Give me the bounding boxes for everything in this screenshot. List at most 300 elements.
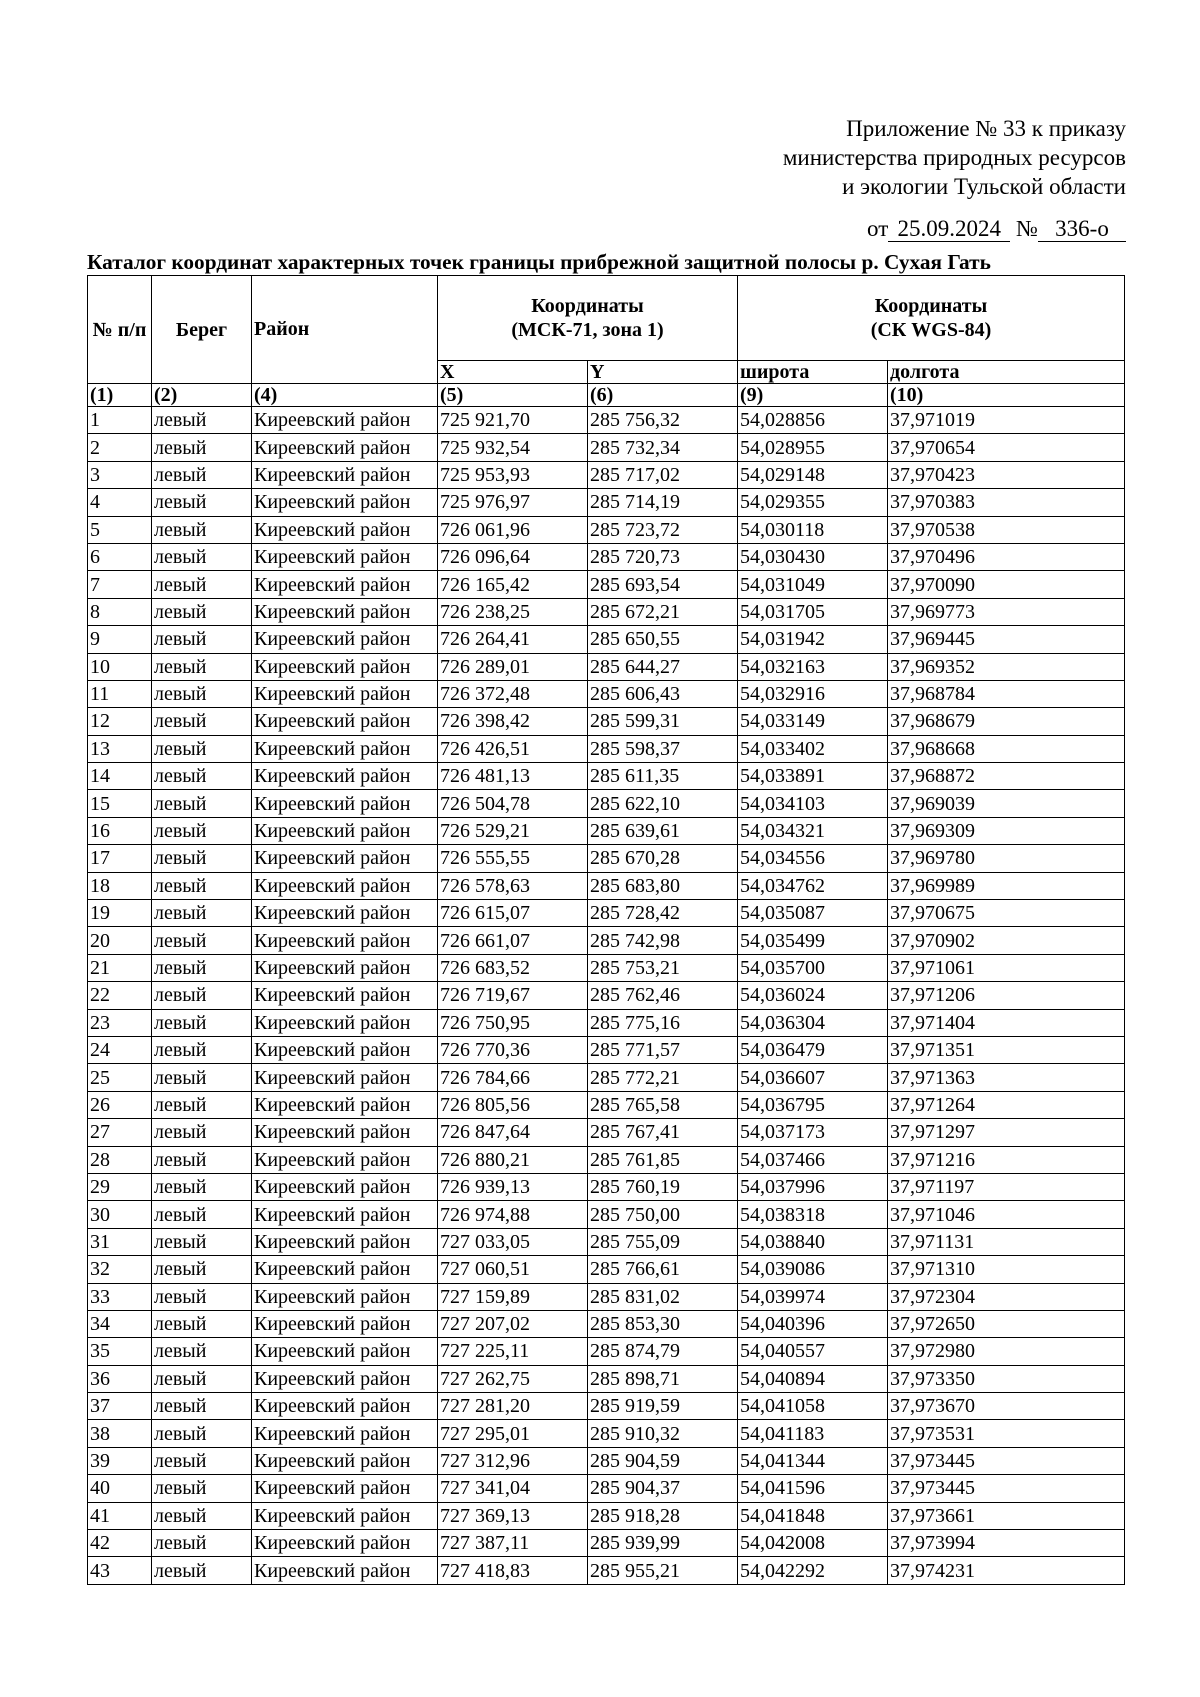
cell-x: 726 615,07 xyxy=(438,900,588,927)
cell-lat: 54,039086 xyxy=(738,1256,888,1283)
cell-x: 726 481,13 xyxy=(438,763,588,790)
cell-num: 20 xyxy=(88,927,152,954)
cell-lat: 54,031049 xyxy=(738,571,888,598)
cell-bank: левый xyxy=(152,1475,252,1502)
cell-lat: 54,029355 xyxy=(738,489,888,516)
cell-y: 285 723,72 xyxy=(588,516,738,543)
cell-bank: левый xyxy=(152,763,252,790)
cell-bank: левый xyxy=(152,1557,252,1584)
cell-lon: 37,968872 xyxy=(888,763,1125,790)
cell-lat: 54,035087 xyxy=(738,900,888,927)
cell-num: 1 xyxy=(88,407,152,434)
cell-y: 285 742,98 xyxy=(588,927,738,954)
cell-lat: 54,041596 xyxy=(738,1475,888,1502)
cell-lat: 54,040557 xyxy=(738,1338,888,1365)
cell-y: 285 644,27 xyxy=(588,653,738,680)
header-msk-group: Координаты (МСК-71, зона 1) xyxy=(438,276,738,361)
cell-lat: 54,036607 xyxy=(738,1064,888,1091)
cell-y: 285 728,42 xyxy=(588,900,738,927)
cell-y: 285 683,80 xyxy=(588,872,738,899)
cell-x: 727 418,83 xyxy=(438,1557,588,1584)
cell-lat: 54,036304 xyxy=(738,1009,888,1036)
cell-x: 726 847,64 xyxy=(438,1119,588,1146)
cell-district: Киреевский район xyxy=(252,872,438,899)
table-row xyxy=(88,1036,1125,1063)
cell-lat: 54,034762 xyxy=(738,872,888,899)
cell-y: 285 853,30 xyxy=(588,1310,738,1337)
cell-num: 27 xyxy=(88,1119,152,1146)
cell-lat: 54,034321 xyxy=(738,817,888,844)
table-row xyxy=(88,763,1125,790)
cell-bank: левый xyxy=(152,735,252,762)
cell-x: 727 387,11 xyxy=(438,1530,588,1557)
cell-district: Киреевский район xyxy=(252,1119,438,1146)
cell-y: 285 898,71 xyxy=(588,1365,738,1392)
cell-lon: 37,971206 xyxy=(888,982,1125,1009)
cell-lat: 54,040396 xyxy=(738,1310,888,1337)
cell-lat: 54,028856 xyxy=(738,407,888,434)
cell-x: 726 372,48 xyxy=(438,680,588,707)
table-row xyxy=(88,1447,1125,1474)
cell-lat: 54,032916 xyxy=(738,680,888,707)
cell-y: 285 611,35 xyxy=(588,763,738,790)
cell-lon: 37,969445 xyxy=(888,626,1125,653)
cell-bank: левый xyxy=(152,598,252,625)
table-row xyxy=(88,680,1125,707)
cell-lat: 54,041183 xyxy=(738,1420,888,1447)
table-row xyxy=(88,735,1125,762)
cell-lon: 37,971363 xyxy=(888,1064,1125,1091)
cell-district: Киреевский район xyxy=(252,1146,438,1173)
cell-lon: 37,970675 xyxy=(888,900,1125,927)
cell-lon: 37,974231 xyxy=(888,1557,1125,1584)
table-row xyxy=(88,434,1125,461)
cell-district: Киреевский район xyxy=(252,1475,438,1502)
cell-x: 726 238,25 xyxy=(438,598,588,625)
cell-bank: левый xyxy=(152,407,252,434)
header-lat: широта xyxy=(738,361,888,384)
column-numbers-row xyxy=(88,384,1125,407)
cell-lat: 54,033402 xyxy=(738,735,888,762)
cell-bank: левый xyxy=(152,571,252,598)
cell-lat: 54,029148 xyxy=(738,461,888,488)
cell-x: 726 165,42 xyxy=(438,571,588,598)
header-lon: долгота xyxy=(888,361,1125,384)
cell-lat: 54,041848 xyxy=(738,1502,888,1529)
cell-district: Киреевский район xyxy=(252,598,438,625)
table-row xyxy=(88,1338,1125,1365)
cell-lon: 37,973350 xyxy=(888,1365,1125,1392)
cell-num: 8 xyxy=(88,598,152,625)
table-row xyxy=(88,1256,1125,1283)
cell-y: 285 919,59 xyxy=(588,1393,738,1420)
header-district: Район xyxy=(252,276,438,384)
cell-y: 285 598,37 xyxy=(588,735,738,762)
cell-x: 726 264,41 xyxy=(438,626,588,653)
cell-num: 7 xyxy=(88,571,152,598)
cell-bank: левый xyxy=(152,708,252,735)
cell-num: 37 xyxy=(88,1393,152,1420)
cell-lat: 54,030430 xyxy=(738,543,888,570)
cell-bank: левый xyxy=(152,1009,252,1036)
cell-lon: 37,969352 xyxy=(888,653,1125,680)
cell-bank: левый xyxy=(152,1201,252,1228)
cell-district: Киреевский район xyxy=(252,1310,438,1337)
cell-bank: левый xyxy=(152,817,252,844)
cell-bank: левый xyxy=(152,489,252,516)
column-number-cell: (5) xyxy=(438,384,588,407)
cell-x: 726 061,96 xyxy=(438,516,588,543)
cell-x: 727 159,89 xyxy=(438,1283,588,1310)
cell-lon: 37,968668 xyxy=(888,735,1125,762)
cell-x: 726 426,51 xyxy=(438,735,588,762)
cell-district: Киреевский район xyxy=(252,1502,438,1529)
cell-lon: 37,973670 xyxy=(888,1393,1125,1420)
cell-district: Киреевский район xyxy=(252,900,438,927)
cell-x: 726 555,55 xyxy=(438,845,588,872)
cell-lon: 37,969780 xyxy=(888,845,1125,872)
cell-bank: левый xyxy=(152,1502,252,1529)
cell-lon: 37,972980 xyxy=(888,1338,1125,1365)
cell-lon: 37,968784 xyxy=(888,680,1125,707)
cell-lon: 37,971310 xyxy=(888,1256,1125,1283)
cell-lat: 54,037466 xyxy=(738,1146,888,1173)
cell-y: 285 771,57 xyxy=(588,1036,738,1063)
table-row xyxy=(88,543,1125,570)
cell-lon: 37,972304 xyxy=(888,1283,1125,1310)
cell-x: 725 932,54 xyxy=(438,434,588,461)
cell-district: Киреевский район xyxy=(252,434,438,461)
cell-y: 285 831,02 xyxy=(588,1283,738,1310)
cell-lon: 37,971216 xyxy=(888,1146,1125,1173)
table-row xyxy=(88,1173,1125,1200)
cell-district: Киреевский район xyxy=(252,763,438,790)
cell-y: 285 772,21 xyxy=(588,1064,738,1091)
cell-y: 285 765,58 xyxy=(588,1091,738,1118)
header-wgs-group: Координаты (СК WGS-84) xyxy=(738,276,1125,361)
appendix-block xyxy=(783,114,1126,201)
cell-lon: 37,970496 xyxy=(888,543,1125,570)
cell-bank: левый xyxy=(152,900,252,927)
cell-x: 726 398,42 xyxy=(438,708,588,735)
cell-district: Киреевский район xyxy=(252,982,438,1009)
cell-lon: 37,973661 xyxy=(888,1502,1125,1529)
cell-bank: левый xyxy=(152,653,252,680)
cell-x: 727 262,75 xyxy=(438,1365,588,1392)
cell-bank: левый xyxy=(152,1119,252,1146)
cell-num: 29 xyxy=(88,1173,152,1200)
cell-district: Киреевский район xyxy=(252,626,438,653)
cell-bank: левый xyxy=(152,1338,252,1365)
order-reference xyxy=(867,214,1126,243)
cell-num: 14 xyxy=(88,763,152,790)
table-row xyxy=(88,598,1125,625)
cell-district: Киреевский район xyxy=(252,653,438,680)
cell-x: 726 939,13 xyxy=(438,1173,588,1200)
cell-bank: левый xyxy=(152,1173,252,1200)
table-row xyxy=(88,1365,1125,1392)
cell-district: Киреевский район xyxy=(252,461,438,488)
cell-num: 42 xyxy=(88,1530,152,1557)
cell-lat: 54,041058 xyxy=(738,1393,888,1420)
cell-y: 285 766,61 xyxy=(588,1256,738,1283)
cell-lat: 54,036024 xyxy=(738,982,888,1009)
cell-lat: 54,037996 xyxy=(738,1173,888,1200)
cell-district: Киреевский район xyxy=(252,1091,438,1118)
cell-num: 36 xyxy=(88,1365,152,1392)
cell-lat: 54,030118 xyxy=(738,516,888,543)
cell-num: 4 xyxy=(88,489,152,516)
cell-lon: 37,971404 xyxy=(888,1009,1125,1036)
cell-district: Киреевский район xyxy=(252,407,438,434)
cell-bank: левый xyxy=(152,845,252,872)
cell-bank: левый xyxy=(152,1036,252,1063)
cell-district: Киреевский район xyxy=(252,1064,438,1091)
cell-bank: левый xyxy=(152,626,252,653)
table-row xyxy=(88,1201,1125,1228)
cell-lon: 37,970090 xyxy=(888,571,1125,598)
cell-lon: 37,973994 xyxy=(888,1530,1125,1557)
cell-lon: 37,971019 xyxy=(888,407,1125,434)
cell-bank: левый xyxy=(152,1393,252,1420)
header-bank: Берег xyxy=(152,276,252,384)
cell-district: Киреевский район xyxy=(252,1283,438,1310)
cell-lon: 37,968679 xyxy=(888,708,1125,735)
cell-num: 5 xyxy=(88,516,152,543)
cell-lat: 54,038318 xyxy=(738,1201,888,1228)
cell-lon: 37,970383 xyxy=(888,489,1125,516)
cell-lon: 37,971061 xyxy=(888,954,1125,981)
cell-lon: 37,971131 xyxy=(888,1228,1125,1255)
cell-num: 33 xyxy=(88,1283,152,1310)
order-number-label: № xyxy=(1016,216,1038,241)
cell-district: Киреевский район xyxy=(252,1036,438,1063)
cell-y: 285 732,34 xyxy=(588,434,738,461)
cell-y: 285 670,28 xyxy=(588,845,738,872)
column-number-cell: (2) xyxy=(152,384,252,407)
cell-district: Киреевский район xyxy=(252,571,438,598)
cell-y: 285 717,02 xyxy=(588,461,738,488)
table-row xyxy=(88,1310,1125,1337)
cell-bank: левый xyxy=(152,543,252,570)
cell-num: 38 xyxy=(88,1420,152,1447)
cell-num: 11 xyxy=(88,680,152,707)
cell-district: Киреевский район xyxy=(252,543,438,570)
table-row xyxy=(88,489,1125,516)
cell-y: 285 904,37 xyxy=(588,1475,738,1502)
header-x: X xyxy=(438,361,588,384)
cell-x: 727 033,05 xyxy=(438,1228,588,1255)
cell-bank: левый xyxy=(152,1365,252,1392)
cell-x: 726 683,52 xyxy=(438,954,588,981)
cell-district: Киреевский район xyxy=(252,1338,438,1365)
cell-district: Киреевский район xyxy=(252,708,438,735)
cell-x: 727 312,96 xyxy=(438,1447,588,1474)
cell-district: Киреевский район xyxy=(252,954,438,981)
cell-y: 285 767,41 xyxy=(588,1119,738,1146)
cell-x: 727 060,51 xyxy=(438,1256,588,1283)
cell-num: 22 xyxy=(88,982,152,1009)
column-number-cell: (9) xyxy=(738,384,888,407)
cell-lat: 54,031942 xyxy=(738,626,888,653)
cell-district: Киреевский район xyxy=(252,845,438,872)
cell-lon: 37,969773 xyxy=(888,598,1125,625)
cell-district: Киреевский район xyxy=(252,1447,438,1474)
cell-bank: левый xyxy=(152,872,252,899)
table-row xyxy=(88,516,1125,543)
table-row xyxy=(88,1091,1125,1118)
cell-x: 727 225,11 xyxy=(438,1338,588,1365)
cell-lat: 54,041344 xyxy=(738,1447,888,1474)
table-row xyxy=(88,571,1125,598)
cell-y: 285 775,16 xyxy=(588,1009,738,1036)
cell-bank: левый xyxy=(152,790,252,817)
cell-lat: 54,032163 xyxy=(738,653,888,680)
cell-y: 285 639,61 xyxy=(588,817,738,844)
cell-x: 726 974,88 xyxy=(438,1201,588,1228)
cell-bank: левый xyxy=(152,461,252,488)
cell-y: 285 672,21 xyxy=(588,598,738,625)
cell-x: 727 295,01 xyxy=(438,1420,588,1447)
cell-lat: 54,037173 xyxy=(738,1119,888,1146)
table-row xyxy=(88,1064,1125,1091)
cell-lon: 37,971046 xyxy=(888,1201,1125,1228)
appendix-line: министерства природных ресурсов xyxy=(782,145,1126,170)
cell-x: 726 750,95 xyxy=(438,1009,588,1036)
cell-bank: левый xyxy=(152,1064,252,1091)
cell-x: 726 770,36 xyxy=(438,1036,588,1063)
cell-bank: левый xyxy=(152,927,252,954)
cell-num: 24 xyxy=(88,1036,152,1063)
cell-num: 32 xyxy=(88,1256,152,1283)
table-row xyxy=(88,1119,1125,1146)
order-number: 336-о xyxy=(1038,217,1126,242)
table-row xyxy=(88,954,1125,981)
cell-y: 285 939,99 xyxy=(588,1530,738,1557)
table-row xyxy=(88,407,1125,434)
cell-bank: левый xyxy=(152,1146,252,1173)
cell-lat: 54,028955 xyxy=(738,434,888,461)
cell-bank: левый xyxy=(152,982,252,1009)
cell-x: 725 976,97 xyxy=(438,489,588,516)
cell-district: Киреевский район xyxy=(252,735,438,762)
column-number-cell: (1) xyxy=(88,384,152,407)
table-row xyxy=(88,1502,1125,1529)
cell-lat: 54,034103 xyxy=(738,790,888,817)
table-row xyxy=(88,927,1125,954)
cell-y: 285 762,46 xyxy=(588,982,738,1009)
cell-lon: 37,970538 xyxy=(888,516,1125,543)
cell-lon: 37,972650 xyxy=(888,1310,1125,1337)
cell-district: Киреевский район xyxy=(252,1201,438,1228)
cell-lat: 54,039974 xyxy=(738,1283,888,1310)
cell-x: 727 281,20 xyxy=(438,1393,588,1420)
cell-x: 726 880,21 xyxy=(438,1146,588,1173)
cell-district: Киреевский район xyxy=(252,1530,438,1557)
cell-district: Киреевский район xyxy=(252,927,438,954)
cell-lon: 37,969989 xyxy=(888,872,1125,899)
cell-num: 18 xyxy=(88,872,152,899)
cell-y: 285 650,55 xyxy=(588,626,738,653)
document-title: Каталог координат характерных точек границы прибрежной защитной полосы р. Сухая Гать xyxy=(87,250,991,274)
cell-x: 726 805,56 xyxy=(438,1091,588,1118)
cell-district: Киреевский район xyxy=(252,516,438,543)
cell-lat: 54,036795 xyxy=(738,1091,888,1118)
cell-lon: 37,969309 xyxy=(888,817,1125,844)
cell-district: Киреевский район xyxy=(252,1228,438,1255)
cell-num: 28 xyxy=(88,1146,152,1173)
cell-num: 19 xyxy=(88,900,152,927)
cell-lon: 37,971197 xyxy=(888,1173,1125,1200)
cell-lon: 37,971297 xyxy=(888,1119,1125,1146)
cell-bank: левый xyxy=(152,1283,252,1310)
table-row xyxy=(88,708,1125,735)
cell-lon: 37,971264 xyxy=(888,1091,1125,1118)
table-row xyxy=(88,982,1125,1009)
cell-num: 43 xyxy=(88,1557,152,1584)
cell-bank: левый xyxy=(152,1530,252,1557)
cell-y: 285 693,54 xyxy=(588,571,738,598)
cell-x: 726 289,01 xyxy=(438,653,588,680)
cell-lat: 54,042008 xyxy=(738,1530,888,1557)
table-row xyxy=(88,845,1125,872)
table-row xyxy=(88,653,1125,680)
cell-num: 41 xyxy=(88,1502,152,1529)
cell-y: 285 918,28 xyxy=(588,1502,738,1529)
cell-lon: 37,973445 xyxy=(888,1447,1125,1474)
header-y: Y xyxy=(588,361,738,384)
table-row xyxy=(88,817,1125,844)
table-row xyxy=(88,872,1125,899)
cell-x: 727 207,02 xyxy=(438,1310,588,1337)
cell-y: 285 750,00 xyxy=(588,1201,738,1228)
cell-district: Киреевский район xyxy=(252,817,438,844)
table-row xyxy=(88,1283,1125,1310)
cell-x: 726 719,67 xyxy=(438,982,588,1009)
cell-num: 17 xyxy=(88,845,152,872)
cell-lon: 37,973531 xyxy=(888,1420,1125,1447)
column-number-cell: (6) xyxy=(588,384,738,407)
cell-bank: левый xyxy=(152,1091,252,1118)
cell-lon: 37,970423 xyxy=(888,461,1125,488)
cell-num: 10 xyxy=(88,653,152,680)
cell-num: 34 xyxy=(88,1310,152,1337)
cell-num: 23 xyxy=(88,1009,152,1036)
cell-district: Киреевский район xyxy=(252,1173,438,1200)
cell-y: 285 874,79 xyxy=(588,1338,738,1365)
table-row xyxy=(88,626,1125,653)
cell-y: 285 755,09 xyxy=(588,1228,738,1255)
cell-district: Киреевский район xyxy=(252,1256,438,1283)
table-row xyxy=(88,1393,1125,1420)
table-row xyxy=(88,461,1125,488)
cell-num: 25 xyxy=(88,1064,152,1091)
cell-x: 726 578,63 xyxy=(438,872,588,899)
cell-lon: 37,970654 xyxy=(888,434,1125,461)
cell-bank: левый xyxy=(152,1228,252,1255)
order-date: 25.09.2024 xyxy=(888,217,1010,242)
coordinates-table xyxy=(87,275,1125,1585)
cell-num: 9 xyxy=(88,626,152,653)
cell-bank: левый xyxy=(152,1447,252,1474)
cell-num: 3 xyxy=(88,461,152,488)
cell-district: Киреевский район xyxy=(252,790,438,817)
cell-x: 726 096,64 xyxy=(438,543,588,570)
table-row xyxy=(88,900,1125,927)
cell-x: 726 784,66 xyxy=(438,1064,588,1091)
cell-y: 285 599,31 xyxy=(588,708,738,735)
cell-y: 285 720,73 xyxy=(588,543,738,570)
